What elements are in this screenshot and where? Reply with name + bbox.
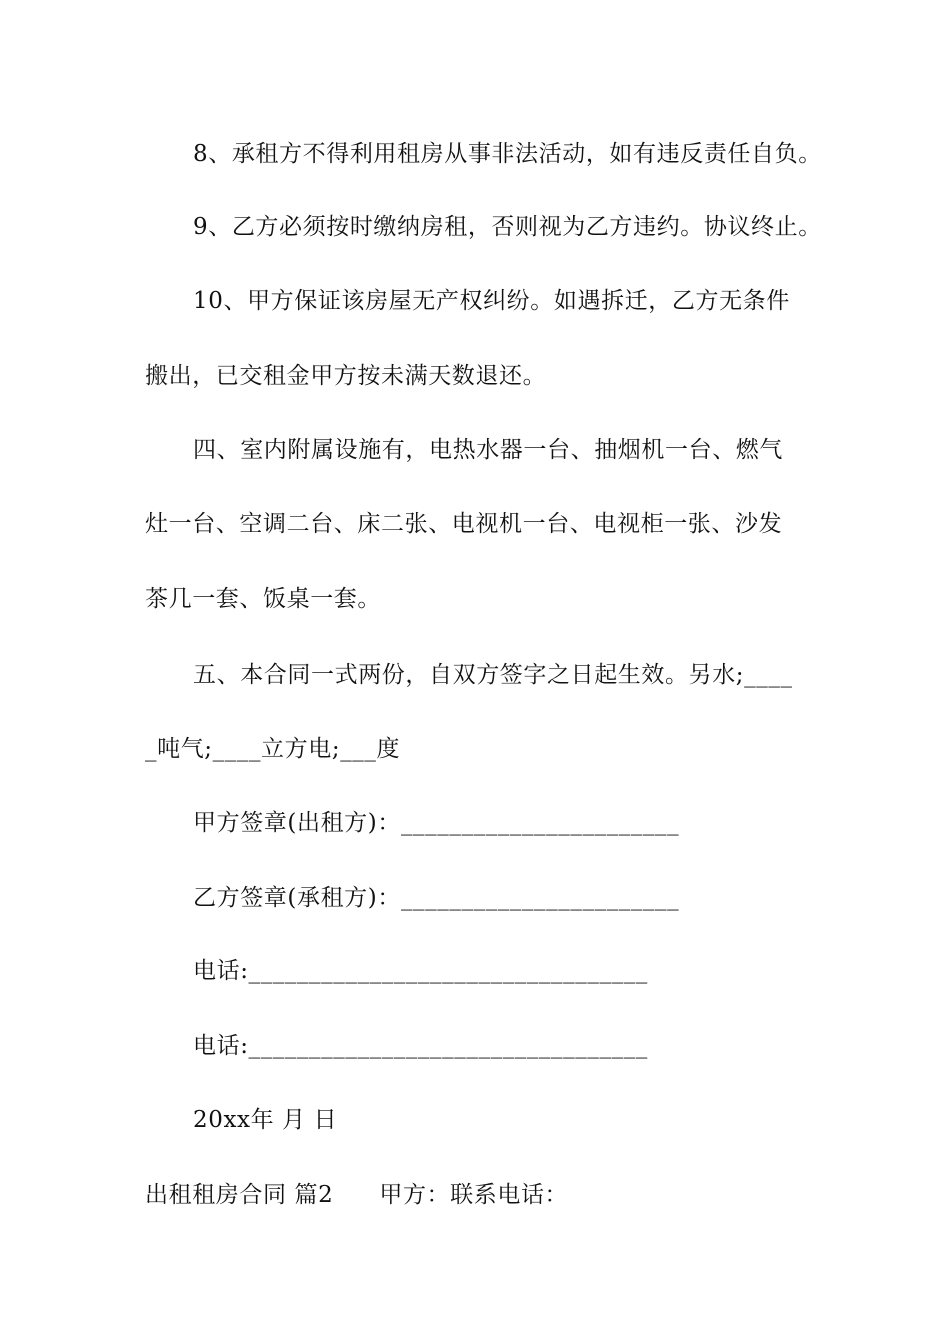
contract-title: 出租租房合同 篇2 (145, 1182, 334, 1208)
phone-line-2: 电话:_________________________________ (193, 1033, 648, 1059)
date-line: 20xx年 月 日 (193, 1107, 338, 1133)
section-4-facilities-line-2: 灶一台、空调二台、床二张、电视机一台、电视柜一张、沙发 (145, 511, 783, 537)
section-5-effective: 五、本合同一式两份，自双方签字之日起生效。另水;____ (193, 662, 793, 688)
section-4-facilities-line-3: 茶几一套、饭桌一套。 (145, 586, 381, 612)
clause-10-continued: 搬出，已交租金甲方按未满天数退还。 (145, 363, 547, 389)
party-b-signature: 乙方签章(承租方)：_______________________ (193, 885, 680, 911)
section-5-utilities: _吨气;____立方电;___度 (145, 736, 401, 762)
section-4-facilities: 四、室内附属设施有，电热水器一台、抽烟机一台、燃气 (193, 437, 783, 463)
phone-line-1: 电话:_________________________________ (193, 958, 648, 984)
clause-8: 8、承租方不得利用租房从事非法活动，如有违反责任自负。 (193, 141, 822, 167)
next-contract-heading (145, 1180, 825, 1210)
clause-9: 9、乙方必须按时缴纳房租，否则视为乙方违约。协议终止。 (193, 214, 822, 240)
party-a-signature: 甲方签章(出租方)：_______________________ (193, 810, 680, 836)
clause-10: 10、甲方保证该房屋无产权纠纷。如遇拆迁，乙方无条件 (193, 288, 790, 314)
party-a-contact: 甲方：联系电话： (379, 1182, 569, 1208)
